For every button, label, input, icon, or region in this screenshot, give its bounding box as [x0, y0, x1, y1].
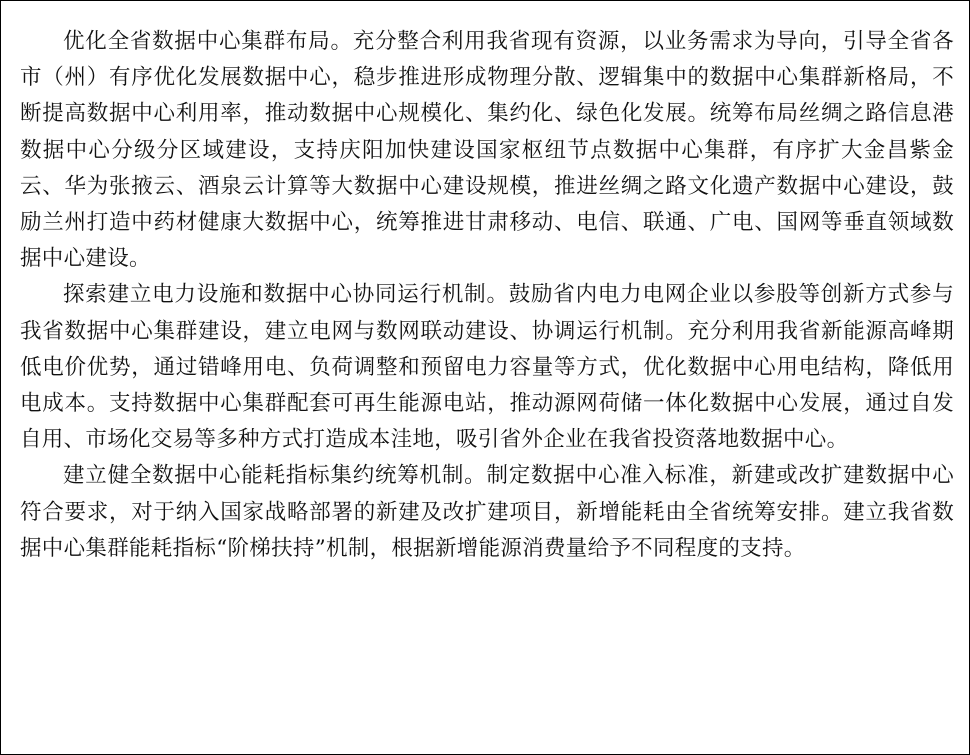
paragraph-energy-quota: 建立健全数据中心能耗指标集约统筹机制。制定数据中心准入标准，新建或改扩建数据中心符合要求，对于纳入国家战略部署的新建及改扩建项目，新增能耗由全省统筹安排。建立我省数据中心集群能耗指标“阶梯扶持”机制，根据新增能源消费量给予不同程度的支持。 [20, 463, 954, 561]
paragraph-data-center-layout: 优化全省数据中心集群布局。充分整合利用我省现有资源，以业务需求为导向，引导全省各市（州）有序优化发展数据中心，稳步推进形成物理分散、逻辑集中的数据中心集群新格局，不断提高数据中心利用率，推动数据中心规模化、集约化、绿色化发展。统筹布局丝绸之路信息港数据中心分级分区域建设，支持庆阳加快建设国家枢纽节点数据中心集群，有序扩大金昌紫金云、华为张掖云、酒泉云计算等大数据中心建设规模，推进丝绸之路文化遗产数据中心建设，鼓励兰州打造中药材健康大数据中心，统筹推进甘肃移动、电信、联通、广电、国网等垂直领域数据中心建设。 [20, 29, 954, 272]
paragraph-power-coordination: 探索建立电力设施和数据中心协同运行机制。鼓励省内电力电网企业以参股等创新方式参与我省数据中心集群建设，建立电网与数网联动建设、协调运行机制。充分利用我省新能源高峰期低电价优势，通过错峰用电、负荷调整和预留电力容量等方式，优化数据中心用电结构，降低用电成本。支持数据中心集群配套可再生能源电站，推动源网荷储一体化数据中心发展，通过自发自用、市场化交易等多种方式打造成本洼地，吸引省外企业在我省投资落地数据中心。 [20, 282, 954, 453]
document-body [20, 24, 954, 567]
